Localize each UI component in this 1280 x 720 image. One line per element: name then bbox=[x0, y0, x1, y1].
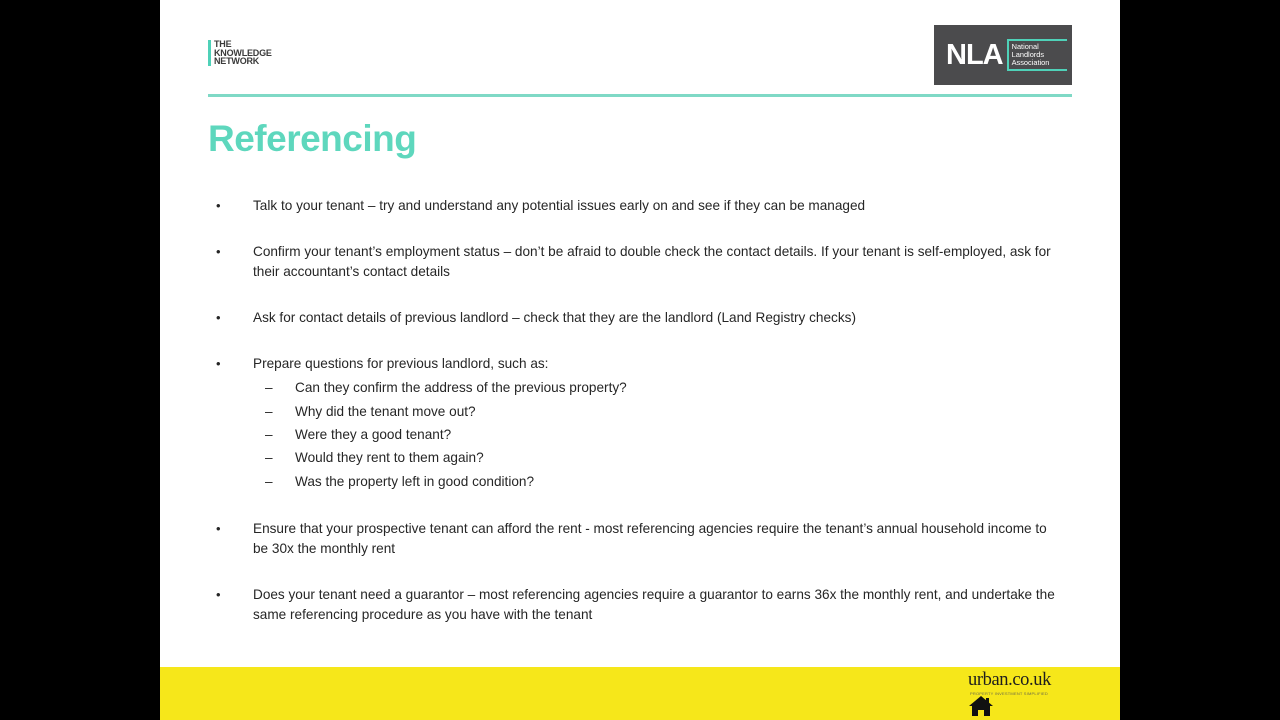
logo-accent-bar bbox=[208, 40, 211, 66]
sub-bullet-item: – Can they confirm the address of the previous property? bbox=[253, 376, 1062, 399]
logo-line: NETWORK bbox=[214, 56, 260, 67]
logo-line: KNOWLEDGE bbox=[214, 47, 272, 58]
bullet-item bbox=[212, 354, 1062, 493]
bullet-item bbox=[212, 308, 1062, 328]
bullet-item bbox=[212, 585, 1062, 624]
bullet-item bbox=[212, 519, 1062, 558]
sub-bullet-list bbox=[253, 376, 1062, 492]
knowledge-network-logo bbox=[208, 40, 272, 66]
sub-bullet-item: – Would they rent to them again? bbox=[253, 446, 1062, 469]
bullet-text: Confirm your tenant’s employment status – don’t be afraid to double check the contact details. If your tenant is self-employed, ask for their accountant’s contact details bbox=[253, 244, 1051, 279]
nla-subtitle bbox=[1007, 39, 1067, 72]
header-divider bbox=[208, 94, 1072, 97]
knowledge-network-wordmark bbox=[214, 40, 272, 66]
urban-logo bbox=[968, 669, 1078, 719]
bullet-text: Does your tenant need a guarantor – most referencing agencies require a guarantor to earns 36x the monthly rent, and undertake the same referencing procedure as you have with the tenant bbox=[253, 587, 1055, 622]
bullet-item bbox=[212, 196, 1062, 216]
sub-bullet-item: – Were they a good tenant? bbox=[253, 423, 1062, 446]
bullet-item bbox=[212, 242, 1062, 281]
bullet-list bbox=[212, 196, 1062, 651]
nla-sub-line: Association bbox=[1011, 58, 1050, 68]
sub-bullet-item: – Why did the tenant move out? bbox=[253, 400, 1062, 423]
bullet-text: Talk to your tenant – try and understand any potential issues early on and see if they can be managed bbox=[253, 198, 866, 213]
bullet-text: Ensure that your prospective tenant can afford the rent - most referencing agencies require the tenant’s annual household income to be 30x the monthly rent bbox=[253, 521, 1047, 557]
sub-bullet-item: – Was the property left in good condition? bbox=[253, 470, 1062, 493]
footer-band bbox=[160, 667, 1120, 720]
home-icon bbox=[968, 695, 994, 717]
bullet-text: Prepare questions for previous landlord, such as: bbox=[253, 355, 549, 371]
nla-sub-line: Landlords bbox=[1011, 49, 1045, 59]
nla-logo bbox=[934, 25, 1072, 85]
slide-title: Referencing bbox=[208, 118, 417, 159]
nla-mark: NLA bbox=[946, 38, 1003, 71]
slide bbox=[160, 0, 1120, 720]
urban-tagline: PROPERTY INVESTMENT SIMPLIFIED bbox=[970, 691, 1049, 696]
bullet-text: Ask for contact details of previous landlord – check that they are the landlord (Land Registry checks) bbox=[253, 309, 856, 325]
urban-wordmark: urban.co.uk bbox=[968, 670, 1051, 690]
logo-line: THE bbox=[214, 39, 232, 49]
nla-sub-line: National bbox=[1011, 41, 1039, 51]
